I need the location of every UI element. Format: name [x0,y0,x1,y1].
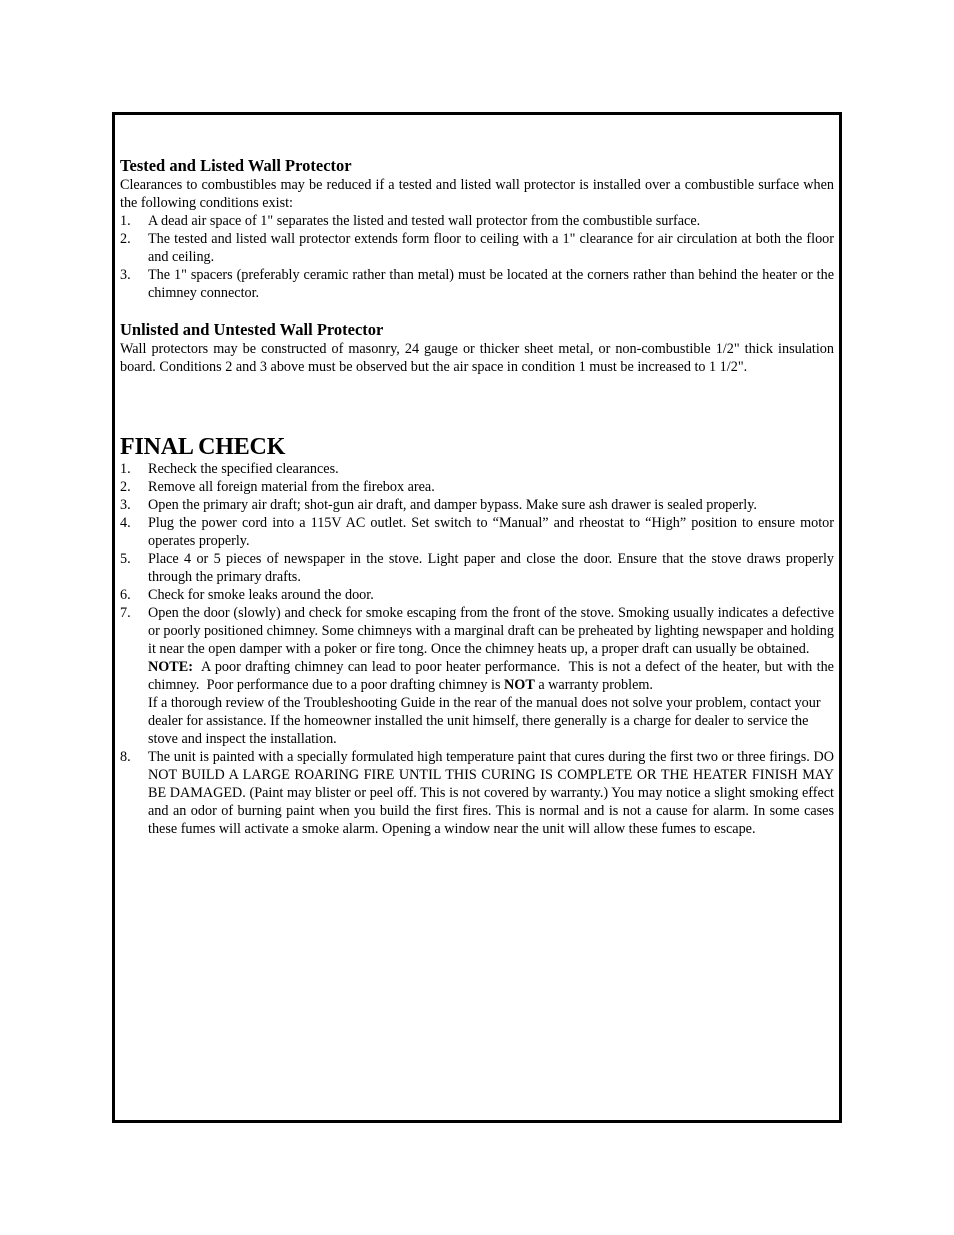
list-item-number: 1. [120,213,131,229]
list-item [120,460,834,478]
spacer [120,376,834,434]
list-item-number: 6. [120,587,131,603]
list-item [120,230,834,266]
list-item-text: Place 4 or 5 pieces of newspaper in the stove. Light paper and close the door. Ensure that the stove draws properly through the primary drafts. [148,551,834,585]
spacer [120,302,834,320]
list-item-text: Remove all foreign material from the firebox area. [148,479,435,495]
list-item-number: 2. [120,479,131,495]
list-item-number: 1. [120,461,131,477]
list-item-text: The 1" spacers (preferably ceramic rather than metal) must be located at the corners rather than behind the heater or the chimney connector. [148,267,834,301]
note-label: NOTE: [148,659,193,675]
final-check-list [120,460,838,838]
untested-wall-protector-heading: Unlisted and Untested Wall Protector [120,320,384,339]
list-item [120,212,834,230]
tested-wall-protector-intro: Clearances to combustibles may be reduced if a tested and listed wall protector is installed over a combustible surface when the following conditions exist: [120,177,834,211]
list-item-number: 8. [120,749,131,765]
list-item [120,514,834,550]
untested-wall-protector-body: Wall protectors may be constructed of masonry, 24 gauge or thicker sheet metal, or non-combustible 1/2" thick insulation board. Conditions 2 and 3 above must be observed but the air space in condition 1 must be increased to 1 1/2". [120,341,834,375]
list-item-text: Plug the power cord into a 115V AC outlet. Set switch to “Manual” and rheostat to “High” position to ensure motor operates properly. [148,515,834,549]
list-item-number: 3. [120,497,131,513]
list-item-number: 2. [120,231,131,247]
troubleshooting-paragraph: If a thorough review of the Troubleshooting Guide in the rear of the manual does not solve your problem, contact your dealer for assistance. If the homeowner installed the unit himself, there generally is a charge for dealer to service the stove and inspect the installation. [148,695,821,747]
list-item [120,266,834,302]
list-item-text: Check for smoke leaks around the door. [148,587,374,603]
list-item [120,478,834,496]
list-item [120,748,834,838]
tested-wall-protector-list [120,212,834,302]
list-item-number: 4. [120,515,131,531]
list-item [120,496,834,514]
list-item-number: 3. [120,267,131,283]
note-paragraph [148,658,838,694]
note-text: A poor drafting chimney can lead to poor heater performance. This is not a defect of the heater, but with the chimney. Poor performance due to a poor drafting chimney is [148,659,838,693]
list-item-text: Open the primary air draft; shot-gun air draft, and damper bypass. Make sure ash drawer is sealed properly. [148,497,757,513]
note-emphasis: NOT [504,677,535,693]
list-item-text: Open the door (slowly) and check for smoke escaping from the front of the stove. Smoking usually indicates a defective or poorly positioned chimney. Some chimneys with a marginal draft can be preheated by lighting newspaper and holding it near the open damper with a poker or fire tong. Once the chimney heats up, a proper draft can usually be obtained. [148,605,834,657]
list-item-text: The tested and listed wall protector extends form floor to ceiling with a 1" clearance for air circulation at both the floor and ceiling. [148,231,834,265]
list-item [120,604,838,748]
list-item [120,550,834,586]
list-item-number: 7. [120,605,131,621]
note-text-end: a warranty problem. [534,677,653,693]
list-item-text: A dead air space of 1" separates the listed and tested wall protector from the combustible surface. [148,213,701,229]
list-item [120,586,834,604]
list-item-text: The unit is painted with a specially formulated high temperature paint that cures during the first two or three firings. DO NOT BUILD A LARGE ROARING FIRE UNTIL THIS CURING IS COMPLETE OR THE HEATER FINISH MAY BE DAMAGED. (Paint may blister or peel off. This is not covered by warranty.) You may notice a slight smoking effect and an odor of burning paint when you build the first fires. This is normal and is not a cause for alarm. In some cases these fumes will activate a smoke alarm. Opening a window near the unit will allow these fumes to escape. [148,749,834,837]
list-item-text: Recheck the specified clearances. [148,461,339,477]
page-content [120,156,838,838]
final-check-heading: FINAL CHECK [120,434,286,460]
tested-wall-protector-heading: Tested and Listed Wall Protector [120,156,352,175]
list-item-number: 5. [120,551,131,567]
